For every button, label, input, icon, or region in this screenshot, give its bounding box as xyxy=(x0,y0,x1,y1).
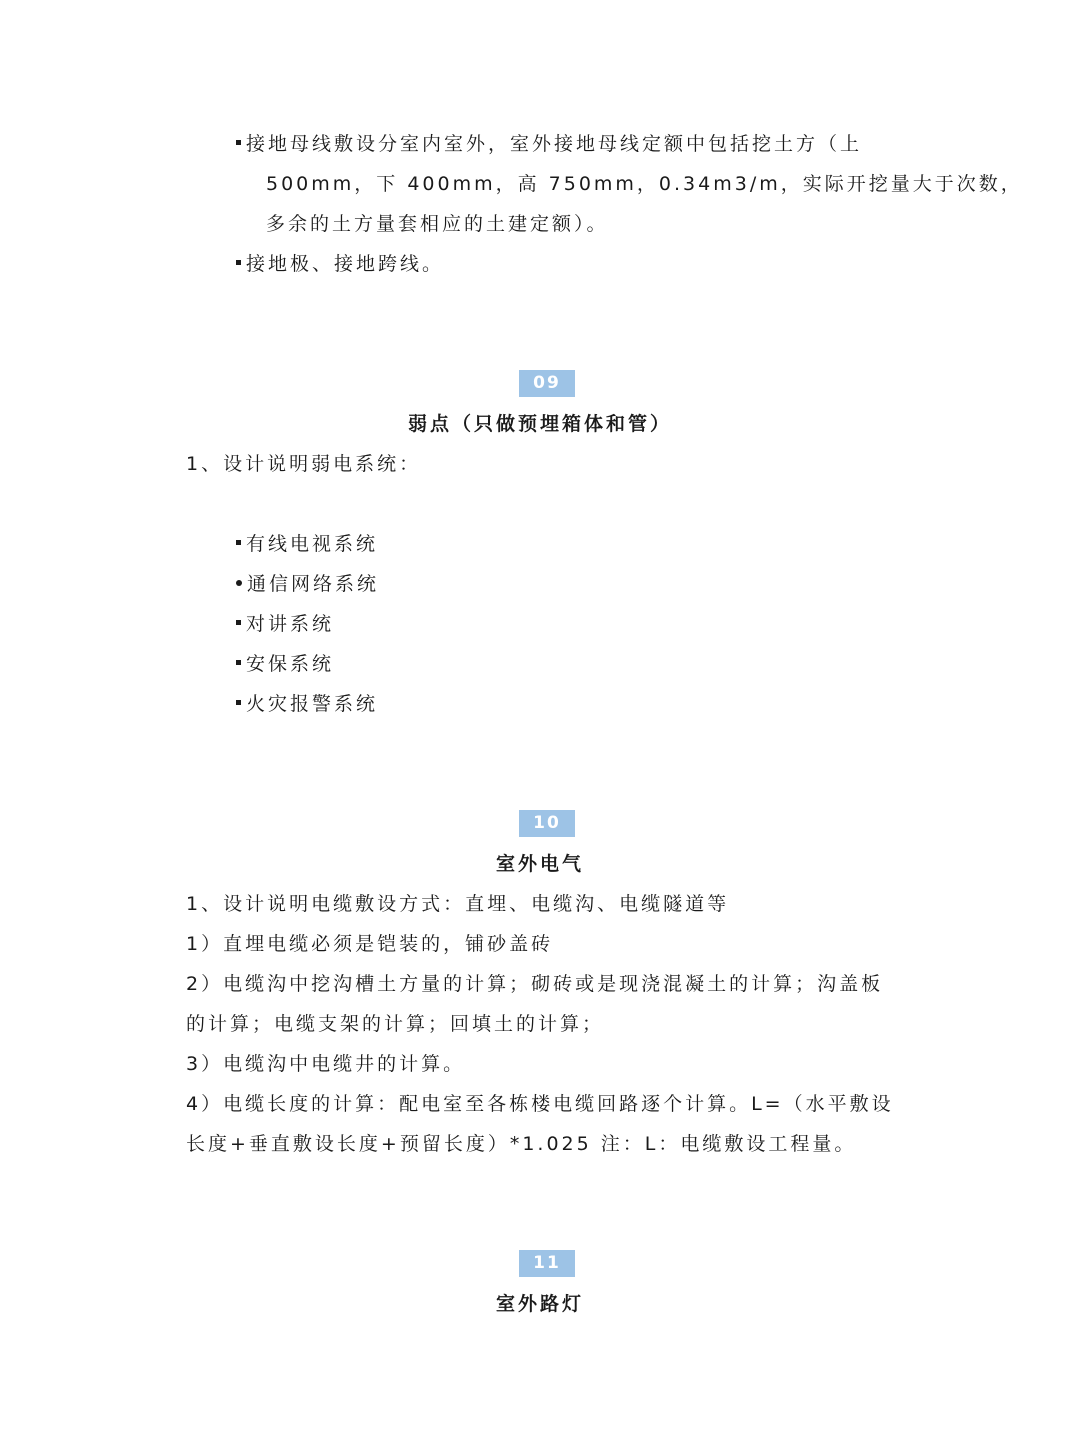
paragraph-line: 4）电缆长度的计算：配电室至各栋楼电缆回路逐个计算。L=（水平敷设 xyxy=(186,1093,894,1115)
bullet-text: 接地母线敷设分室内室外，室外接地母线定额中包括挖土方（上 xyxy=(246,133,863,155)
list-item-text: 有线电视系统 xyxy=(246,533,379,555)
section-title: 弱点（只做预埋箱体和管） xyxy=(407,413,672,435)
bullet-item xyxy=(236,252,444,276)
square-bullet-icon xyxy=(236,620,241,625)
list-item xyxy=(236,532,378,556)
square-bullet-icon xyxy=(236,140,241,145)
paragraph-line: 1）直埋电缆必须是铠装的，铺砂盖砖 xyxy=(186,933,554,955)
paragraph-line: 1、设计说明电缆敷设方式：直埋、电缆沟、电缆隧道等 xyxy=(186,893,730,915)
bullet-continuation: 多余的土方量套相应的土建定额）。 xyxy=(266,213,609,235)
bullet-text: 接地极、接地跨线。 xyxy=(246,253,445,275)
list-item-text: 火灾报警系统 xyxy=(246,693,379,715)
section-title: 室外路灯 xyxy=(495,1293,584,1315)
paragraph-line: 3）电缆沟中电缆井的计算。 xyxy=(186,1053,466,1075)
square-bullet-icon xyxy=(236,540,241,545)
list-item xyxy=(236,572,379,596)
list-item xyxy=(236,652,334,676)
section-number-badge: 09 xyxy=(519,370,575,397)
paragraph-line: 长度+垂直敷设长度+预留长度）*1.025 注：L：电缆敷设工程量。 xyxy=(186,1133,857,1155)
paragraph-line: 2）电缆沟中挖沟槽土方量的计算；砌砖或是现浇混凝土的计算；沟盖板 xyxy=(186,973,884,995)
list-item xyxy=(236,612,334,636)
section-title: 室外电气 xyxy=(495,853,584,875)
list-item-text: 通信网络系统 xyxy=(247,573,380,595)
bullet-continuation: 500mm，下 400mm，高 750mm，0.34m3/m，实际开挖量大于次数， xyxy=(266,173,1023,195)
list-item xyxy=(236,692,378,716)
square-bullet-icon xyxy=(236,700,241,705)
section-number-badge: 11 xyxy=(519,1250,575,1277)
square-bullet-icon xyxy=(236,260,241,265)
paragraph-line: 的计算；电缆支架的计算；回填土的计算； xyxy=(186,1013,605,1035)
bullet-item xyxy=(236,132,862,156)
section-number-badge: 10 xyxy=(519,810,575,837)
section-intro: 1、设计说明弱电系统： xyxy=(186,453,422,475)
list-item-text: 安保系统 xyxy=(246,653,335,675)
round-bullet-icon xyxy=(236,580,242,586)
square-bullet-icon xyxy=(236,660,241,665)
list-item-text: 对讲系统 xyxy=(246,613,335,635)
